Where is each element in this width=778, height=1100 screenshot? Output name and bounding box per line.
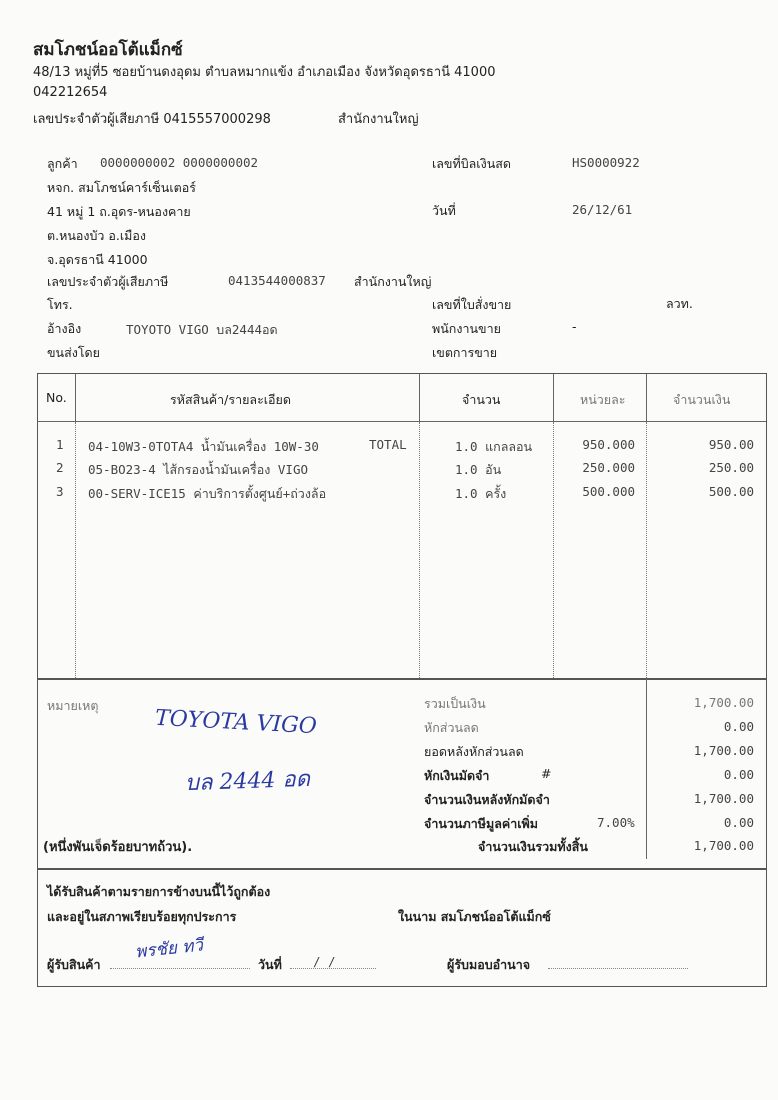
grand-total-value: 1,700.00 [693,838,754,853]
amount-in-words: (หนึ่งพันเจ็ดร้อยบาทถ้วน). [43,840,193,855]
table-header-divider [37,421,766,422]
table-row-unit-price: 950.000 [582,437,635,452]
reference-label: อ้างอิง [47,321,82,336]
table-row-no: 3 [56,484,64,499]
date-label: วันที่ [432,203,456,218]
table-row-brand: TOTAL [369,437,407,452]
deposit-label: หักเงินมัดจำ [424,768,490,783]
col-divider [75,374,76,422]
receiver-signature-line [110,968,250,969]
after-discount-label: ยอดหลังหักส่วนลด [424,744,524,759]
receipt-statement-1: ได้รับสินค้าตามรายการข้างบนนี้ไว้ถูกต้อง [47,884,271,899]
table-row-unit-price: 500.000 [582,484,635,499]
reference-value: TOYOTO VIGO บล2444อด [126,322,278,337]
table-row-description: 00-SERV-ICE15 ค่าบริการตั้งศูนย์+ถ่วงล้อ [88,486,327,501]
header-amount: จำนวนเงิน [673,392,731,407]
col-divider [419,374,420,422]
customer-tax-id: 0413544000837 [228,273,326,288]
items-table [37,373,767,680]
customer-label: ลูกค้า [47,156,78,171]
header-description: รหัสสินค้า/รายละเอียด [170,392,292,407]
customer-address-2: ต.หนองบัว อ.เมือง [47,228,147,243]
company-tax-id: เลขประจำตัวผู้เสียภาษี 0415557000298 [33,112,271,127]
after-discount-value: 1,700.00 [693,743,754,758]
vat-rate: 7.00% [597,815,635,830]
bill-no: HS0000922 [572,155,640,170]
company-phone: 042212654 [33,85,108,100]
company-address: 48/13 หมู่ที่5 ซอยบ้านดงอุดม ตำบลหมากแข้ง อำเภอเมือง จังหวัดอุดรธานี 41000 [33,65,496,80]
summary-divider [646,679,647,859]
discount-label: หักส่วนลด [424,720,479,735]
on-behalf-of: ในนาม สมโภชน์ออโต้แม็กซ์ [398,909,551,924]
col-divider [646,374,647,422]
deposit-value: 0.00 [723,767,754,782]
shipping-label: ขนส่งโดย [47,345,100,360]
bill-no-label: เลขที่บิลเงินสด [432,156,511,171]
customer-address-3: จ.อุดรธานี 41000 [47,252,148,267]
table-row-no: 2 [56,460,64,475]
deposit-mark: # [541,766,552,781]
vat-label: จำนวนภาษีมูลค่าเพิ่ม [424,816,538,831]
customer-branch: สำนักงานใหญ่ [354,274,432,289]
header-quantity: จำนวน [462,392,501,407]
receipt-statement-2: และอยู่ในสภาพเรียบร้อยทุกประการ [47,909,237,924]
handwritten-remark-1: TOYOTA VIGO [154,705,318,740]
remark-label: หมายเหตุ [47,698,99,713]
handwritten-remark-2: บล 2444 อด [184,766,311,797]
salesperson-value: - [572,319,577,334]
table-row-quantity: 1.0 แกลลอน [455,439,533,454]
salesperson-label: พนักงานขาย [432,321,501,336]
customer-tel-label: โทร. [47,297,73,312]
col-divider [553,374,554,422]
receipt-date-blank: / / [313,954,336,969]
table-row-unit-price: 250.000 [582,460,635,475]
after-deposit-value: 1,700.00 [693,791,754,806]
table-row-amount: 500.00 [708,484,754,499]
col-divider [419,422,420,678]
table-row-description: 05-BO23-4 ไส้กรองน้ำมันเครื่อง VIGO [88,462,309,477]
table-row-amount: 950.00 [708,437,754,452]
after-deposit-label: จำนวนเงินหลังหักมัดจำ [424,792,550,807]
customer-name: หจก. สมโภชน์คาร์เซ็นเตอร์ [47,180,196,195]
col-divider [75,422,76,678]
table-row-description: 04-10W3-0TOTA4 น้ำมันเครื่อง 10W-30 [88,439,319,454]
receiver-label: ผู้รับสินค้า [47,957,101,972]
subtotal-label: รวมเป็นเงิน [424,696,486,711]
invoice-date: 26/12/61 [572,202,633,217]
company-name: สมโภชน์ออโต้แม็กซ์ [33,40,183,60]
authorized-signature-line [548,968,688,969]
table-row-quantity: 1.0 อัน [455,462,502,477]
discount-value: 0.00 [723,719,754,734]
receiver-signature: พรชัย ทวี [134,935,204,963]
customer-address-1: 41 หมู่ 1 ถ.อุดร-หนองคาย [47,204,191,219]
col-divider [553,422,554,678]
customer-code: 0000000002 0000000002 [100,155,259,170]
header-no: No. [46,390,67,405]
col-divider [646,422,647,678]
table-row-quantity: 1.0 ครั้ง [455,486,507,501]
table-row-no: 1 [56,437,64,452]
grand-total-label: จำนวนเงินรวมทั้งสิ้น [478,839,588,854]
sales-area-label: เขตการขาย [432,345,498,360]
table-row-amount: 250.00 [708,460,754,475]
customer-tax-label: เลขประจำตัวผู้เสียภาษี [47,274,169,289]
order-no-value: ลวท. [666,296,693,311]
order-no-label: เลขที่ใบสั่งขาย [432,297,512,312]
subtotal-value: 1,700.00 [693,695,754,710]
vat-value: 0.00 [723,815,754,830]
receipt-date-label: วันที่ [258,957,282,972]
authorized-label: ผู้รับมอบอำนาจ [447,957,531,972]
company-branch: สำนักงานใหญ่ [338,112,419,127]
header-unit-price: หน่วยละ [580,392,626,407]
